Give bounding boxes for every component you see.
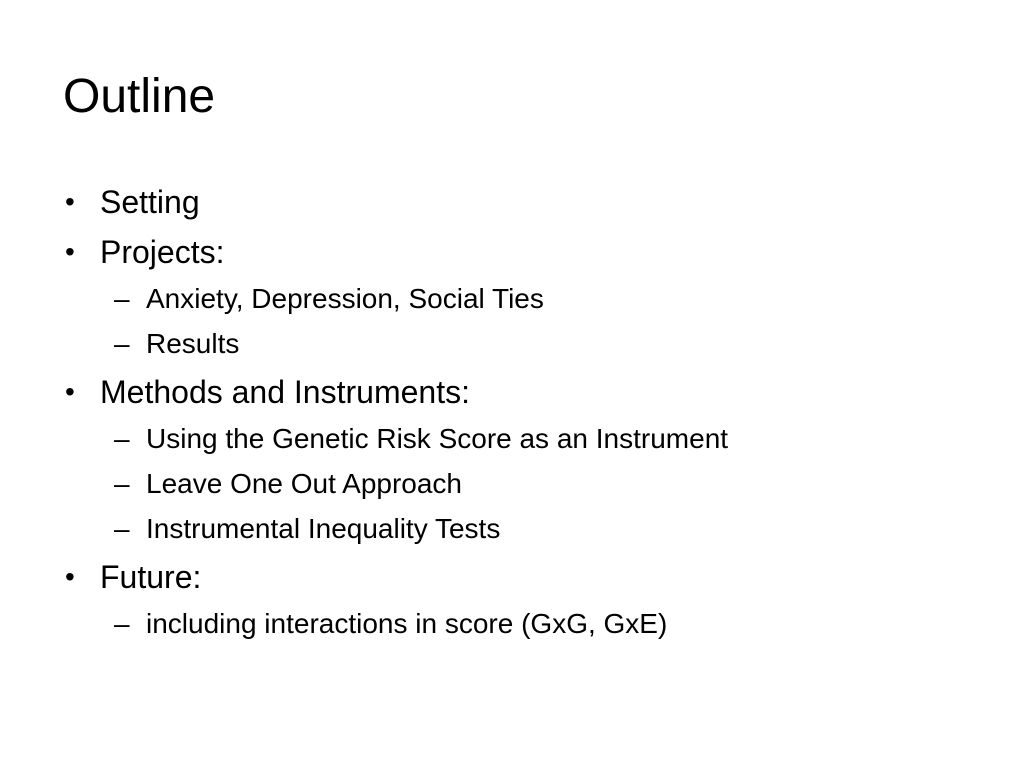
sub-bullet-text: Using the Genetic Risk Score as an Instrument xyxy=(146,423,729,454)
bullet-icon: • xyxy=(65,376,75,407)
bullet-icon: • xyxy=(65,186,75,217)
slide-title: Outline xyxy=(63,70,216,123)
dash-icon: – xyxy=(114,608,130,639)
sub-bullet-item xyxy=(63,603,963,648)
bullet-item-methods xyxy=(63,368,963,418)
bullet-item-setting xyxy=(63,178,963,228)
bullet-item-projects xyxy=(63,228,963,278)
bullet-text: Methods and Instruments: xyxy=(100,374,470,410)
sub-bullet-item xyxy=(63,323,963,368)
bullet-text: Projects: xyxy=(100,234,225,270)
bullet-icon: • xyxy=(65,236,75,267)
bullet-list xyxy=(63,178,963,648)
sub-bullet-text: Leave One Out Approach xyxy=(146,468,462,499)
dash-icon: – xyxy=(114,468,130,499)
sub-bullet-text: Anxiety, Depression, Social Ties xyxy=(146,283,544,314)
sub-bullet-text: Results xyxy=(146,328,240,359)
sub-bullet-item xyxy=(63,508,963,553)
dash-icon: – xyxy=(114,423,130,454)
bullet-text: Future: xyxy=(100,559,202,595)
dash-icon: – xyxy=(114,328,130,359)
sub-bullet-item xyxy=(63,418,963,463)
sub-bullet-text: including interactions in score (GxG, GxE) xyxy=(146,608,668,639)
sub-bullet-text: Instrumental Inequality Tests xyxy=(146,513,501,544)
dash-icon: – xyxy=(114,283,130,314)
dash-icon: – xyxy=(114,513,130,544)
bullet-text: Setting xyxy=(100,184,200,220)
bullet-icon: • xyxy=(65,561,75,592)
sub-bullet-item xyxy=(63,463,963,508)
sub-bullet-item xyxy=(63,278,963,323)
bullet-item-future xyxy=(63,553,963,603)
